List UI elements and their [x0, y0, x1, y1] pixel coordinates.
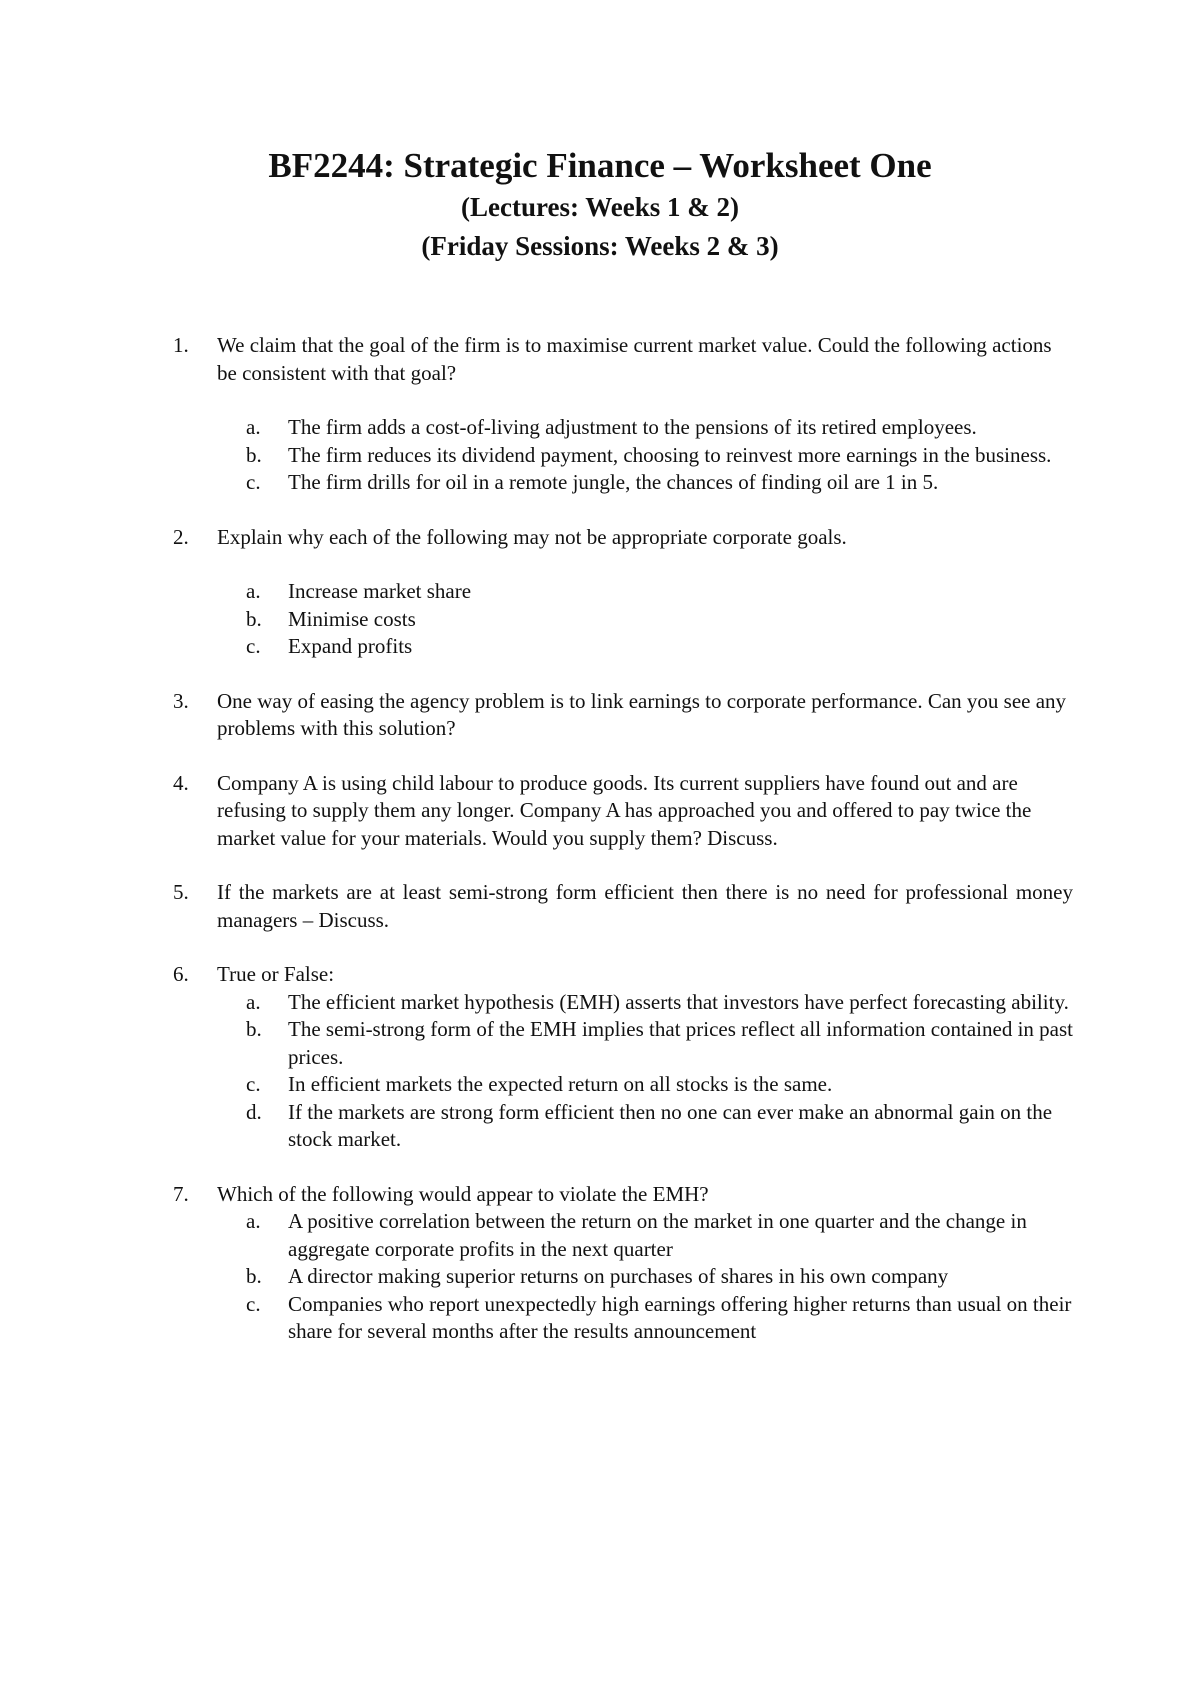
sub-question — [217, 633, 1073, 661]
sub-question-text: A director making superior returns on purchases of shares in his own company — [288, 1264, 949, 1288]
sub-question — [217, 442, 1073, 470]
sub-question-label: a. — [246, 579, 261, 603]
sub-question-text: Increase market share — [288, 579, 472, 603]
question-text: One way of easing the agency problem is to link earnings to corporate performance. Can you see any problems with this solution? — [217, 688, 1067, 740]
sub-question — [217, 1071, 1073, 1099]
sub-question-text: The efficient market hypothesis (EMH) asserts that investors have perfect forecasting ability. — [288, 989, 1069, 1014]
question-3 — [173, 688, 1073, 743]
sessions-subtitle: (Friday Sessions: Weeks 2 & 3) — [421, 231, 779, 261]
sub-question — [217, 1016, 1073, 1071]
question-number: 5. — [173, 880, 189, 904]
sub-question — [217, 578, 1073, 606]
sub-question-list — [217, 578, 1073, 661]
sub-question-text: If the markets are strong form efficient then no one can ever make an abnormal gain on the stock market. — [288, 1099, 1053, 1151]
question-6 — [173, 961, 1073, 1154]
sub-question-label: a. — [246, 989, 261, 1014]
sub-question — [217, 606, 1073, 634]
sub-question-label: b. — [246, 606, 262, 631]
question-text: If the markets are at least semi-strong form efficient then there is no need for professional money managers – Discuss. — [217, 880, 1073, 932]
sub-question-label: a. — [246, 1209, 261, 1233]
question-number: 6. — [173, 962, 189, 986]
question-text: Company A is using child labour to produce goods. Its current suppliers have found out and are refusing to supply them any longer. Company A has approached you and offered to pay twice the market value for your materials. Would you supply them? Discuss. — [217, 770, 1032, 850]
sub-question-text: Minimise costs — [288, 606, 416, 631]
question-text: We claim that the goal of the firm is to maximise current market value. Could the following actions be consistent with that goal? — [217, 333, 1052, 385]
sub-question-list — [217, 1208, 1073, 1346]
sub-question-label: c. — [246, 634, 261, 658]
question-5 — [173, 879, 1073, 934]
sub-question-label: b. — [246, 1264, 262, 1288]
sub-question-text: Expand profits — [288, 634, 413, 658]
sub-question — [217, 1291, 1073, 1346]
question-text: Explain why each of the following may not be appropriate corporate goals. — [217, 524, 847, 549]
sub-question-label: c. — [246, 1291, 261, 1316]
question-text: True or False: — [217, 962, 335, 986]
question-number: 4. — [173, 770, 189, 795]
sub-question-text: The firm reduces its dividend payment, choosing to reinvest more earnings in the business. — [288, 442, 1052, 467]
sub-question-label: b. — [246, 1017, 262, 1041]
sub-question — [217, 989, 1073, 1017]
sub-question-text: Companies who report unexpectedly high earnings offering higher returns than usual on their share for several months after the results announcement — [288, 1291, 1072, 1343]
sub-question — [217, 1208, 1073, 1263]
sub-question-label: d. — [246, 1099, 262, 1124]
sub-question-text: The semi-strong form of the EMH implies that prices reflect all information contained in past prices. — [288, 1017, 1073, 1069]
sub-question — [217, 469, 1073, 497]
sub-question — [217, 1099, 1073, 1154]
question-number: 1. — [173, 333, 189, 357]
question-4 — [173, 770, 1073, 853]
sub-question-text: In efficient markets the expected return on all stocks is the same. — [288, 1072, 833, 1096]
sub-question — [217, 414, 1073, 442]
page-title: BF2244: Strategic Finance – Worksheet One — [268, 146, 932, 185]
worksheet-header — [0, 144, 1200, 266]
sub-question-text: The firm drills for oil in a remote jungle, the chances of finding oil are 1 in 5. — [288, 470, 939, 494]
sub-question-label: c. — [246, 1072, 261, 1096]
sub-question-text: A positive correlation between the return on the market in one quarter and the change in aggregate corporate profits in the next quarter — [288, 1209, 1027, 1261]
lectures-subtitle: (Lectures: Weeks 1 & 2) — [461, 192, 739, 222]
sub-question-list — [217, 989, 1073, 1154]
question-number: 3. — [173, 688, 189, 713]
question-number: 7. — [173, 1181, 189, 1206]
sub-question-label: c. — [246, 470, 261, 494]
question-list — [173, 332, 1073, 1346]
sub-question-list — [217, 414, 1073, 497]
sub-question-label: a. — [246, 415, 261, 439]
question-text: Which of the following would appear to violate the EMH? — [217, 1181, 709, 1206]
question-2 — [173, 524, 1073, 661]
question-7 — [173, 1181, 1073, 1346]
question-number: 2. — [173, 524, 189, 549]
sub-question-text: The firm adds a cost-of-living adjustment to the pensions of its retired employees. — [288, 415, 977, 439]
sub-question — [217, 1263, 1073, 1291]
question-1 — [173, 332, 1073, 497]
sub-question-label: b. — [246, 442, 262, 467]
